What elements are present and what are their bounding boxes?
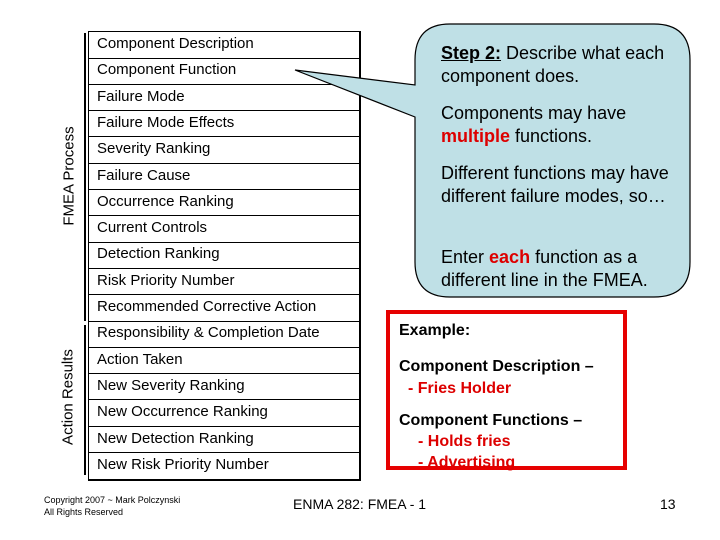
row-label: Responsibility & Completion Date [97, 324, 320, 342]
example-func-label: Component Functions – [399, 412, 583, 429]
example-desc-value: - Fries Holder [408, 380, 512, 397]
step-text: Describe what each component does. [441, 43, 665, 86]
p4-after: function as a different line in the FMEA. [441, 247, 648, 290]
row-label: Component Function [97, 61, 237, 79]
row-label: Component Description [97, 35, 254, 52]
fmea-process-label: FMEA Process [60, 126, 78, 226]
example-desc-label: Component Description – [399, 358, 594, 375]
example-func-value-2: - Advertising [418, 454, 516, 471]
copyright [44, 494, 180, 518]
course-label: ENMA 282: FMEA - 1 [293, 496, 427, 512]
example-heading: Example: [399, 322, 471, 339]
row-label: Failure Cause [97, 166, 191, 184]
row-label: Occurrence Ranking [97, 192, 234, 210]
action-results-label: Action Results [59, 349, 77, 445]
row-label: Severity Ranking [97, 140, 211, 158]
row-label: Risk Priority Number [97, 271, 235, 289]
row-label: Failure Mode Effects [97, 113, 235, 131]
p4-before: Enter [441, 247, 490, 267]
p2-before: Components may have [441, 103, 627, 123]
row-label: Detection Ranking [97, 245, 220, 263]
p2-after: functions. [510, 126, 593, 146]
callout-multiple-functions [441, 102, 681, 148]
copyright-line-2: All Rights Reserved [44, 507, 124, 517]
page-number: 13 [660, 496, 676, 512]
p4-highlight: each [489, 247, 531, 267]
row-label: New Risk Priority Number [97, 455, 269, 473]
example-box [386, 310, 627, 470]
row-label: New Detection Ranking [97, 429, 254, 447]
row-label: Action Taken [97, 350, 183, 368]
copyright-line-1: Copyright 2007 ~ Mark Polczynski [44, 495, 181, 505]
example-func-value-1: - Holds fries [418, 433, 511, 450]
step-label: Step 2: [441, 43, 502, 63]
callout-enter-each [441, 246, 686, 292]
row-label: Current Controls [97, 219, 208, 237]
callout-different-modes: Different functions may have different failure modes, so… [441, 163, 669, 206]
callout-step [441, 42, 681, 88]
p2-highlight: multiple [441, 126, 511, 146]
row-label: Recommended Corrective Action [97, 298, 317, 315]
row-label: Failure Mode [97, 87, 185, 105]
row-label: New Occurrence Ranking [97, 403, 268, 421]
row-label: New Severity Ranking [97, 376, 245, 394]
